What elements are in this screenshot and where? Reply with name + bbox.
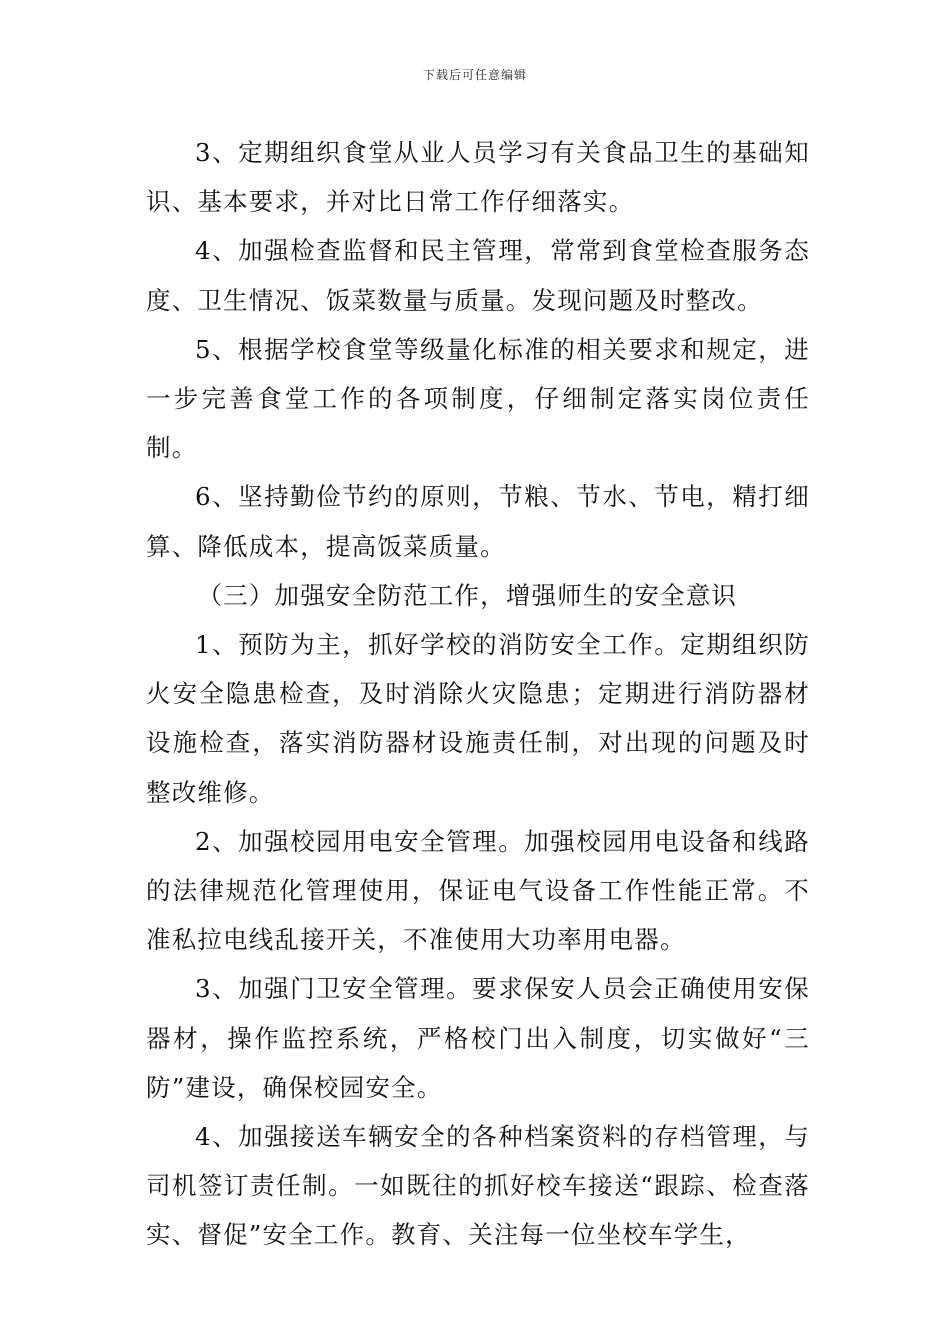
paragraph-canteen-training: 3、定期组织食堂从业人员学习有关食品卫生的基础知识、基本要求，并对比日常工作仔细落实。 bbox=[146, 138, 810, 217]
page-header: 下载后可任意编辑 bbox=[422, 68, 527, 82]
paragraph-fire-safety: 1、预防为主，抓好学校的消防安全工作。定期组织防火安全隐患检查，及时消除火灾隐患；定期进行消防器材设施检查，落实消防器材设施责任制，对出现的问题及时整改维修。 bbox=[146, 630, 810, 807]
paragraph-canteen-standards: 5、根据学校食堂等级量化标准的相关要求和规定，进一步完善食堂工作的各项制度，仔细制定落实岗位责任制。 bbox=[146, 334, 810, 463]
paragraph-canteen-supervision: 4、加强检查监督和民主管理，常常到食堂检查服务态度、卫生情况、饭菜数量与质量。发现问题及时整改。 bbox=[146, 236, 810, 315]
paragraph-school-bus: 4、加强接送车辆安全的各种档案资料的存档管理，与司机签订责任制。一如既往的抓好校车接送“跟踪、检查落实、督促”安全工作。教育、关注每一位坐校车学生， bbox=[146, 1122, 810, 1250]
paragraph-thrift: 6、坚持勤俭节约的原则，节粮、节水、节电，精打细算、降低成本，提高饭菜质量。 bbox=[146, 482, 810, 561]
paragraph-gate-security: 3、加强门卫安全管理。要求保安人员会正确使用安保器材，操作监控系统，严格校门出入制度，切实做好“三防”建设，确保校园安全。 bbox=[146, 974, 810, 1102]
paragraph-electric-safety: 2、加强校园用电安全管理。加强校园用电设备和线路的法律规范化管理使用，保证电气设备工作性能正常。不准私拉电线乱接开关，不准使用大功率用电器。 bbox=[146, 826, 810, 955]
document-body bbox=[146, 128, 810, 1260]
section-heading-safety: （三）加强安全防范工作，增强师生的安全意识 bbox=[197, 580, 738, 610]
